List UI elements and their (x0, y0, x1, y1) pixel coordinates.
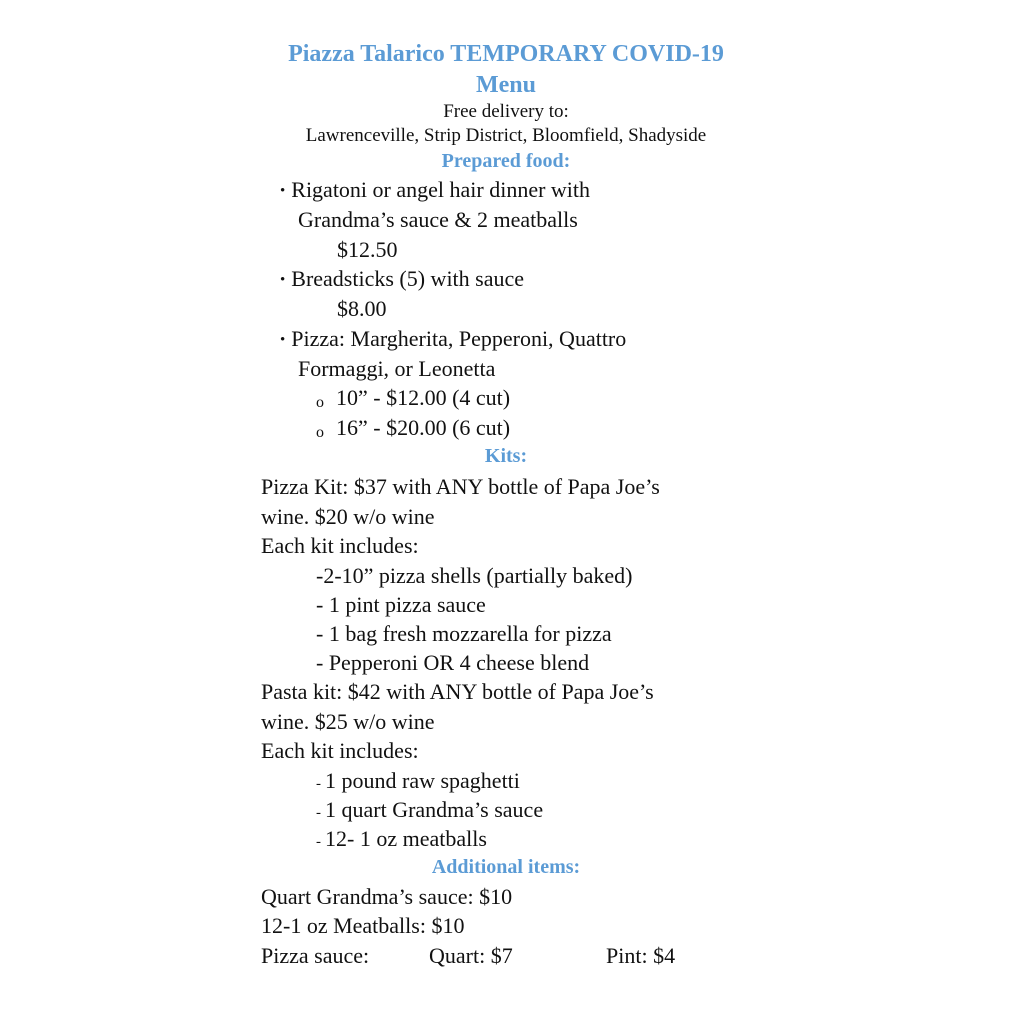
pizza-size-16 (316, 417, 510, 439)
pizza-sauce-quart-price: Quart: $7 (429, 943, 513, 968)
pizza-kit-item: - 1 pint pizza sauce (316, 592, 486, 617)
prepared-item-dinner (280, 179, 590, 201)
additional-items-heading: Additional items: (431, 856, 581, 878)
menu-subtitle: Menu (476, 72, 536, 98)
pizza-kit-item: - 1 bag fresh mozzarella for pizza (316, 621, 612, 646)
prepared-item-breadsticks-line1: Breadsticks (5) with sauce (291, 266, 525, 291)
prepared-item-breadsticks (280, 268, 524, 290)
pizza-kit-includes: Each kit includes: (261, 533, 419, 558)
pizza-kit-item: -2-10” pizza shells (partially baked) (316, 563, 633, 588)
prepared-item-dinner-price: $12.50 (337, 237, 398, 262)
pasta-kit-item-dash: - (316, 776, 321, 792)
pizza-size-16-text: 16” - $20.00 (6 cut) (336, 415, 511, 440)
prepared-food-heading: Prepared food: (441, 150, 571, 172)
pizza-sauce-label: Pizza sauce: (261, 943, 370, 968)
additional-item-sauce: Quart Grandma’s sauce: $10 (261, 884, 513, 909)
pasta-kit-item-dash: - (316, 834, 321, 850)
pizza-size-10 (316, 387, 510, 409)
pasta-kit-item (316, 770, 520, 792)
delivery-label: Free delivery to: (443, 101, 569, 122)
delivery-areas: Lawrenceville, Strip District, Bloomfield, Shadyside (305, 125, 707, 146)
pizza-kit-line2: wine. $20 w/o wine (261, 504, 435, 529)
pasta-kit-item-text: 1 quart Grandma’s sauce (325, 797, 544, 822)
prepared-item-breadsticks-price: $8.00 (337, 296, 387, 321)
pasta-kit-item-text: 1 pound raw spaghetti (325, 768, 520, 793)
pasta-kit-line1: Pasta kit: $42 with ANY bottle of Papa Joe’s (261, 679, 654, 704)
pasta-kit-item-dash: - (316, 805, 321, 821)
pasta-kit-includes: Each kit includes: (261, 738, 419, 763)
prepared-item-pizza (280, 328, 626, 350)
pizza-sauce-pint-price: Pint: $4 (606, 943, 676, 968)
pizza-kit-line1: Pizza Kit: $37 with ANY bottle of Papa Joe’s (261, 474, 660, 499)
pasta-kit-item (316, 799, 543, 821)
prepared-item-pizza-line1: Pizza: Margherita, Pepperoni, Quattro (291, 326, 627, 351)
pasta-kit-item-text: 12- 1 oz meatballs (325, 826, 487, 851)
pizza-size-10-text: 10” - $12.00 (4 cut) (336, 385, 511, 410)
menu-title: Piazza Talarico TEMPORARY COVID-19 (288, 41, 724, 67)
prepared-item-dinner-line2: Grandma’s sauce & 2 meatballs (298, 207, 578, 232)
additional-item-meatballs: 12-1 oz Meatballs: $10 (261, 913, 465, 938)
prepared-item-dinner-line1: Rigatoni or angel hair dinner with (291, 177, 591, 202)
prepared-item-pizza-line2: Formaggi, or Leonetta (298, 356, 496, 381)
pasta-kit-line2: wine. $25 w/o wine (261, 709, 435, 734)
kits-heading: Kits: (484, 445, 528, 467)
pizza-kit-item: - Pepperoni OR 4 cheese blend (316, 650, 590, 675)
pasta-kit-item (316, 828, 487, 850)
